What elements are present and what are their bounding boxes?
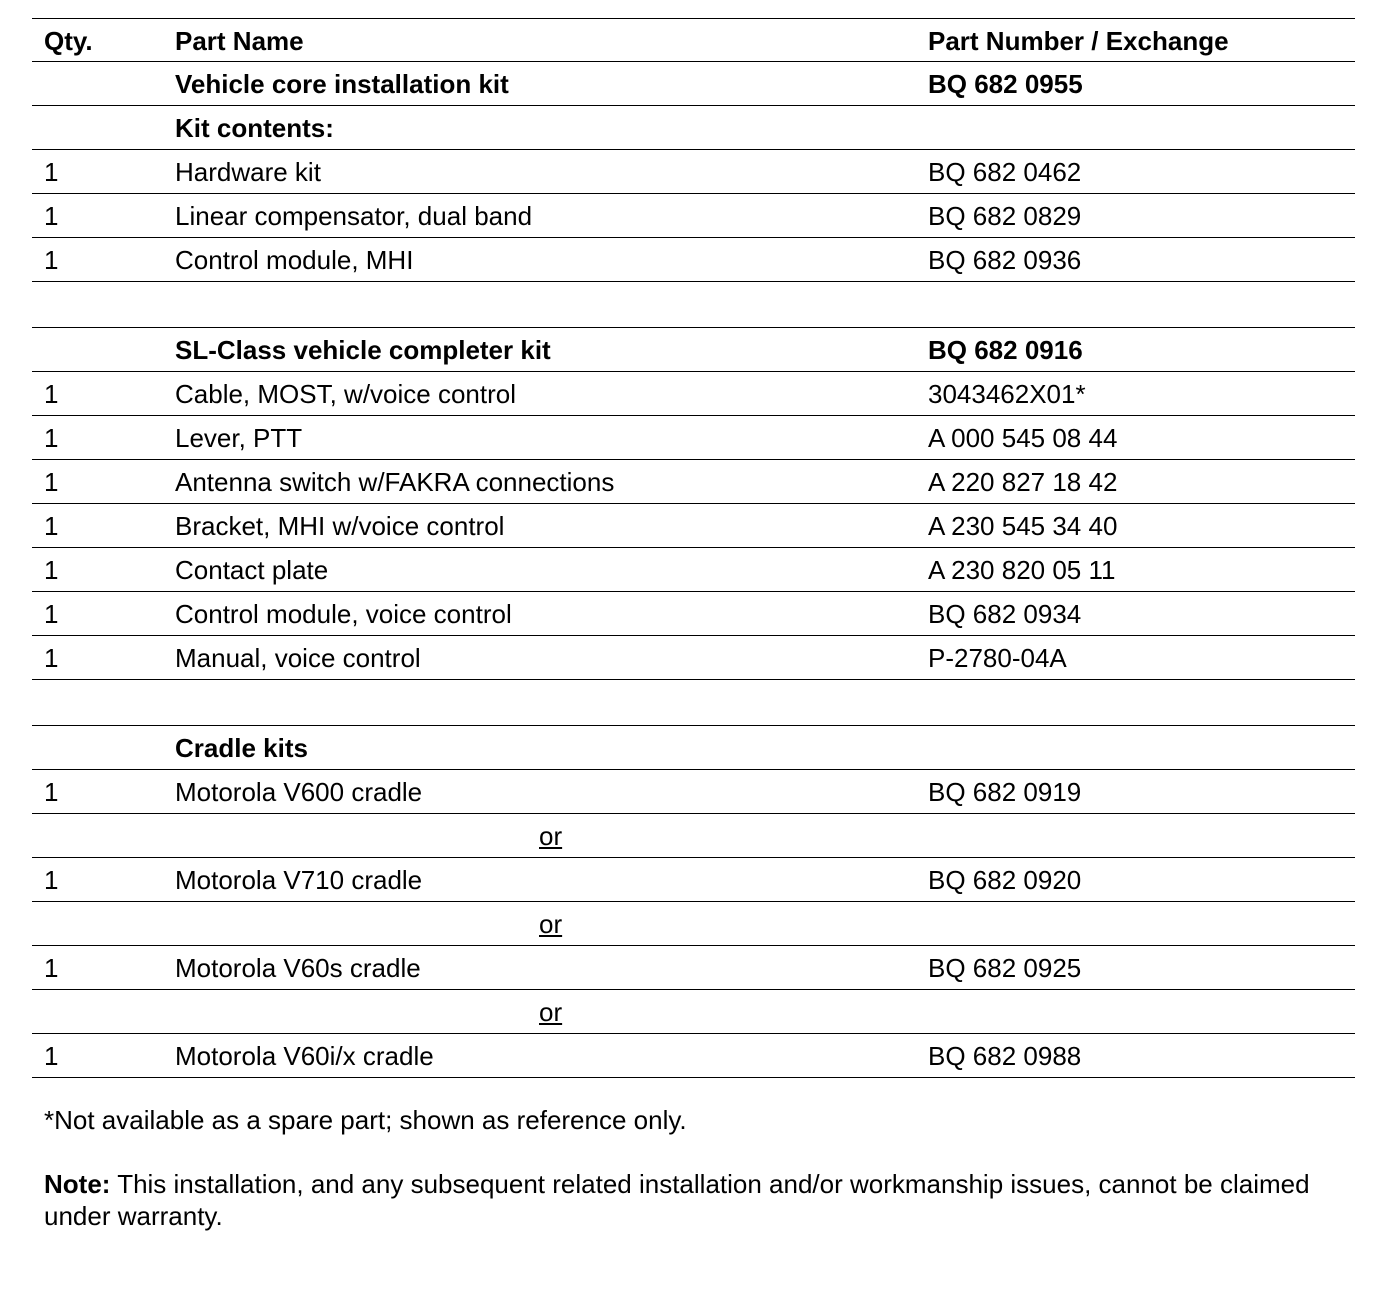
item-name: Linear compensator, dual band (175, 201, 533, 231)
note-label: Note: (44, 1169, 111, 1199)
footnote: *Not available as a spare part; shown as reference only. (44, 1105, 687, 1135)
or-row (32, 990, 1355, 1034)
or-row (32, 902, 1355, 946)
header-part-name: Part Name (175, 26, 304, 56)
item-number: P-2780-04A (928, 643, 1067, 673)
item-qty: 1 (44, 1041, 59, 1071)
header-qty: Qty. (44, 26, 93, 56)
item-number: A 220 827 18 42 (928, 467, 1118, 497)
note-text: This installation, and any subsequent related installation and/or workmanship issues, cannot be claimed under warranty. (44, 1169, 1310, 1231)
warranty-note (44, 1168, 1334, 1232)
item-name: Cable, MOST, w/voice control (175, 379, 517, 409)
item-qty: 1 (44, 599, 59, 629)
table-row (32, 372, 1355, 416)
or-label: or (539, 997, 563, 1027)
header-part-number: Part Number / Exchange (928, 26, 1229, 56)
cradle-kits-title: Cradle kits (175, 733, 308, 763)
item-qty: 1 (44, 643, 59, 673)
item-name: Manual, voice control (175, 643, 421, 673)
completer-kit-number: BQ 682 0916 (928, 335, 1083, 365)
item-qty: 1 (44, 555, 59, 585)
table-row (32, 504, 1355, 548)
completer-kit-title: SL-Class vehicle completer kit (175, 335, 551, 365)
item-qty: 1 (44, 777, 59, 807)
item-name: Bracket, MHI w/voice control (175, 511, 505, 541)
item-qty: 1 (44, 467, 59, 497)
item-number: BQ 682 0462 (928, 157, 1082, 187)
item-name: Control module, voice control (175, 599, 512, 629)
kit-contents-label: Kit contents: (175, 113, 334, 143)
core-kit-title-row (32, 62, 1355, 106)
or-row (32, 814, 1355, 858)
table-row (32, 548, 1355, 592)
item-number: BQ 682 0925 (928, 953, 1082, 983)
table-row (32, 194, 1355, 238)
item-name: Antenna switch w/FAKRA connections (175, 467, 615, 497)
parts-table (32, 18, 1355, 1078)
kit-contents-row (32, 106, 1355, 150)
table-row (32, 946, 1355, 990)
item-number: A 230 820 05 11 (928, 555, 1116, 585)
core-kit-number: BQ 682 0955 (928, 69, 1083, 99)
spacer-row (32, 680, 1355, 726)
item-name: Contact plate (175, 555, 329, 585)
table-row (32, 636, 1355, 680)
item-number: BQ 682 0936 (928, 245, 1082, 275)
cradle-kits-title-row (32, 726, 1355, 770)
table-row (32, 858, 1355, 902)
item-name: Lever, PTT (175, 423, 303, 453)
item-qty: 1 (44, 423, 59, 453)
item-number: 3043462X01* (928, 379, 1086, 409)
item-number: A 000 545 08 44 (928, 423, 1118, 453)
table-row (32, 416, 1355, 460)
table-header-row (32, 18, 1355, 62)
table-row (32, 460, 1355, 504)
item-qty: 1 (44, 379, 59, 409)
table-row (32, 1034, 1355, 1078)
item-number: BQ 682 0829 (928, 201, 1082, 231)
item-name: Motorola V600 cradle (175, 777, 423, 807)
spacer-row (32, 282, 1355, 328)
or-label: or (539, 909, 563, 939)
item-qty: 1 (44, 953, 59, 983)
item-qty: 1 (44, 201, 59, 231)
or-label: or (539, 821, 563, 851)
item-name: Motorola V710 cradle (175, 865, 423, 895)
completer-kit-title-row (32, 328, 1355, 372)
core-kit-title: Vehicle core installation kit (175, 69, 509, 99)
table-row (32, 592, 1355, 636)
item-qty: 1 (44, 865, 59, 895)
item-name: Control module, MHI (175, 245, 414, 275)
item-name: Motorola V60i/x cradle (175, 1041, 434, 1071)
item-number: BQ 682 0919 (928, 777, 1082, 807)
item-qty: 1 (44, 511, 59, 541)
item-qty: 1 (44, 245, 59, 275)
table-row (32, 150, 1355, 194)
item-name: Motorola V60s cradle (175, 953, 421, 983)
item-number: A 230 545 34 40 (928, 511, 1118, 541)
item-number: BQ 682 0988 (928, 1041, 1082, 1071)
item-name: Hardware kit (175, 157, 321, 187)
item-number: BQ 682 0920 (928, 865, 1082, 895)
item-number: BQ 682 0934 (928, 599, 1082, 629)
item-qty: 1 (44, 157, 59, 187)
table-row (32, 770, 1355, 814)
table-row (32, 238, 1355, 282)
